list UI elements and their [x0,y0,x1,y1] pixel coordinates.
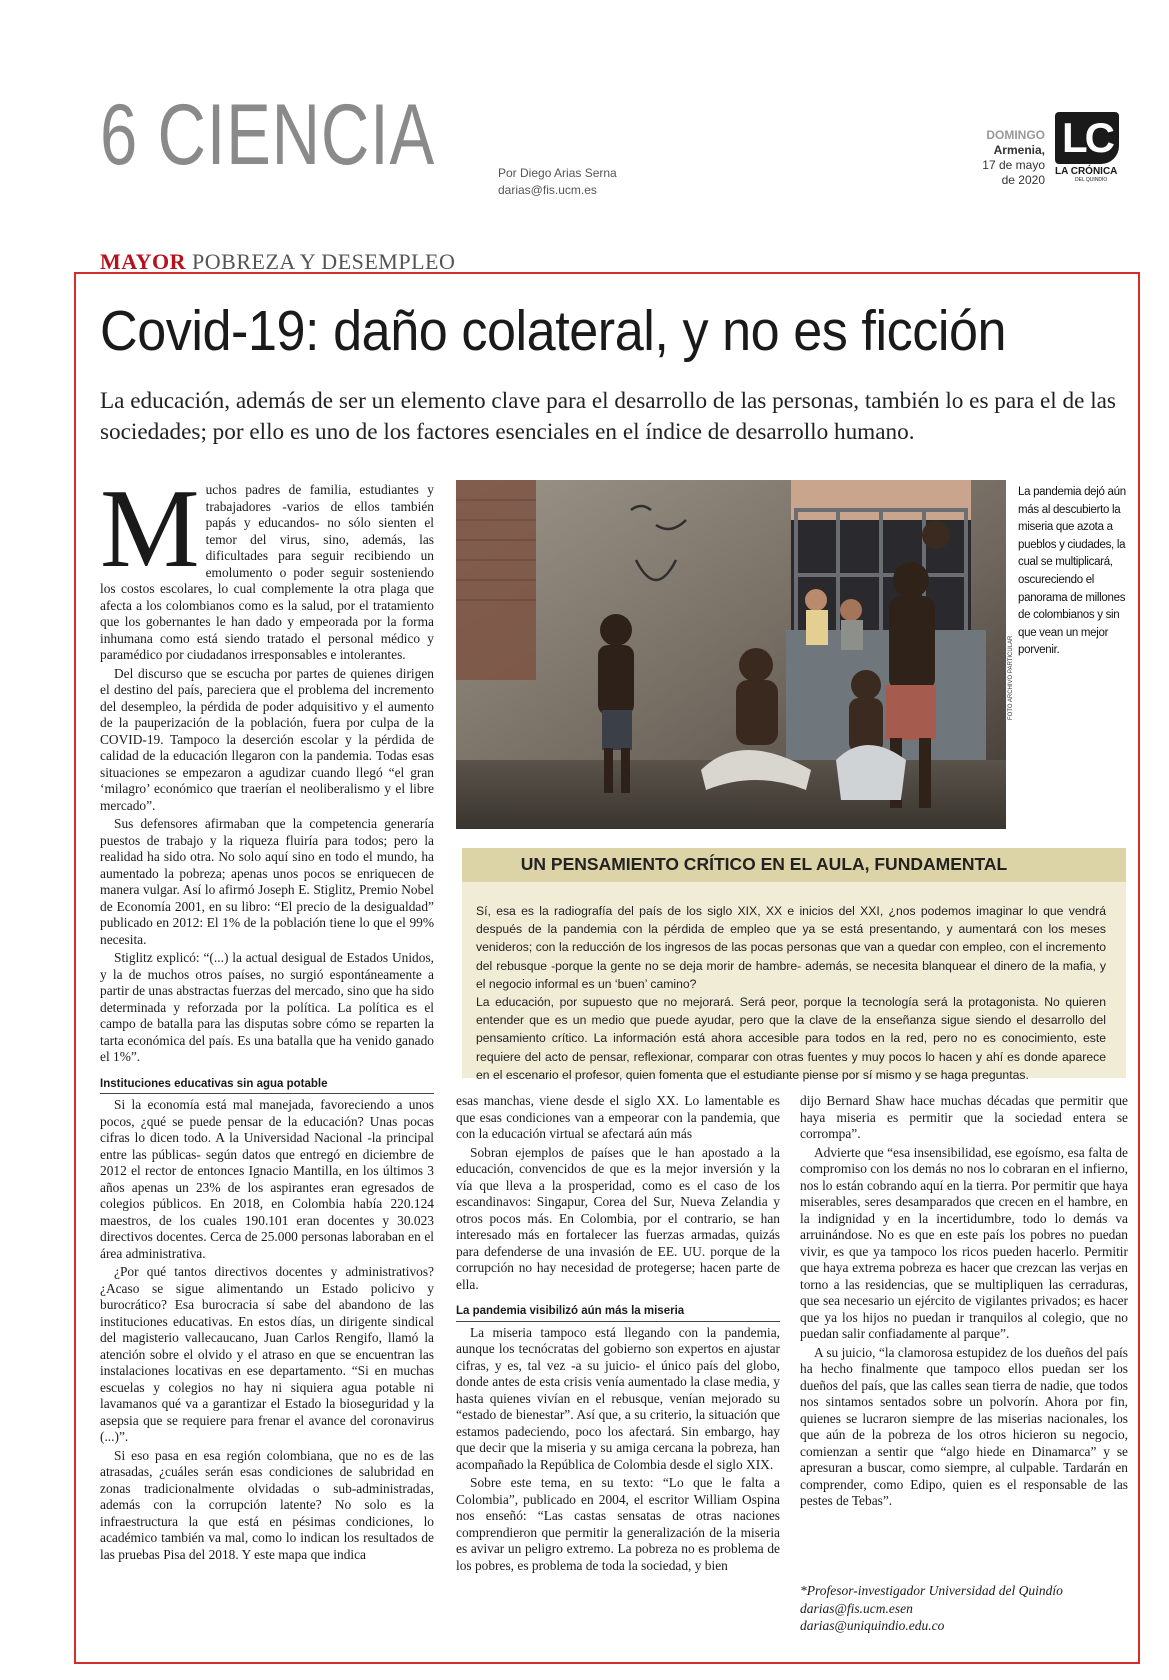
paragraph: Si la economía está mal manejada, favoreciendo a unos pocos, ¿qué se puede pensar de la educación? Unas pocas cifras lo dicen todo. A la Universidad Nacional -la principal entre las públicas- según datos que entregó en diciembre de 2012 el rector de entonces Ignacio Mantilla, en los últimos 3 años apenas un 23% de los aspirantes eran egresados de colegios públicos. En 2018, en Colombia había 220.124 maestros, de los cuales 190.101 eran docentes y 30.023 directivos docentes. Cerca de 25.000 personas laboraban en el área administrativa. [100,1097,434,1261]
column-3 [800,1093,1128,1510]
dateline-date: 17 de mayo [982,158,1045,172]
paragraph: La miseria tampoco está llegando con la pandemia, aunque los tecnócratas del gobierno son expertos en ajustar cifras, y es, tal vez -a su juicio- el único país del globo, donde antes de esta crisis venía aumentado la clase media, y hasta quienes vivían en el rebusque, venían mejorado su “estado de bienestar”. Así que, a su criterio, la situación que estamos padeciendo, poco los afectará. Sin embargo, hay que decir que la miseria y su amiga cercana la pobreza, han acompañado la República de Colombia desde el siglo XIX. [456,1324,780,1472]
headline: Covid-19: daño colateral, y no es ficción [100,299,1007,363]
paragraph: Sobran ejemplos de países que le han apostado a la educación, convencidos de que es la mejor inversión y la vía que lleva a la prosperidad, como es el caso de los escandinavos: Singapur, Corea del Sur, Nueva Zelandia y otros pocos más. En Colombia, por el contrario, se han interesado más en fortalecer las fuerzas armadas, quizás para defenderse de una invasión de EE. UU. porque de la corrupción no hay necesidad de protegerse; hacen parte de ella. [456,1144,780,1292]
byline-name: Por Diego Arias Serna [498,166,617,180]
sidebar-paragraph: La educación, por supuesto que no mejorará. Será peor, porque la tecnología será la protagonista. No quieren entender que es un medio que puede ayudar, pero que la clave de la enseñanza sigue siendo el desarrollo del pensamiento crítico. La información está ahora accesible para todos en la red, pero no es conocimiento, este requiere del acto de pensar, reflexionar, comparar con otras fuentes y muy pocos lo hacen y ahí es donde aparece en el escenario el profesor, quien fomenta que el estudiante piense por sí mismo y se haga preguntas. [476,995,1106,1082]
section-subheading: La pandemia visibilizó aún más la miseria [456,1303,780,1322]
topic-emphasis: MAYOR [100,249,187,274]
paragraph: esas manchas, viene desde el siglo XX. Lo lamentable es que esas condiciones van a empeorar con la pandemia, que con la educación virtual se afectará aún más [456,1093,780,1141]
paragraph: Si eso pasa en esa región colombiana, que no es de las atrasadas, ¿cuáles serán esas condiciones de salubridad en zonas tradicionalmente olvidadas o sub-administradas, además con la corrupción latente? No solo es la infraestructura la que está en pésimas condiciones, lo académico también va mal, como lo indican los resultados de las pruebas Pisa del 2018. Y este mapa que indica [100,1447,434,1562]
paragraph: ¿Por qué tantos directivos docentes y administrativos? ¿Acaso se sigue alimentando un Estado policivo y burocrático? Esa burocracia sí sabe del abandono de las instituciones educativas. En estos días, un dirigente sindical del magisterio vallecaucano, Juan Carlos Rengifo, llamó la atención sobre el olvido y el atraso en que se encuentran las instalaciones locativas en ese departamento. “Si en muchas escuelas y colegios no hay ni siquiera agua potable ni lavamanos qué va a garantizar el Estado la bioseguridad y la asepsia que se requiere para frenar el avance del coronavirus (...)”. [100,1264,434,1444]
paragraph: Muchos padres de familia, estudiantes y trabajadores -varios de ellos también papás y educandos- no sólo sienten el temor del virus, sino, además, las dificultades para seguir recibiendo un emolumento o poder seguir sosteniendo los costos escolares, lo cual complemente la otra plaga que afecta a los colombianos como es la salud, por el tratamiento que los gobernantes le han dado y empeorada por la forma inhumana como está siendo tratado el personal médico y paramédico por ciudadanos irresponsables e intolerantes. [100,467,434,662]
paragraph: Stiglitz explicó: “(...) la actual desigual de Estados Unidos, y la de muchos otros países, no surgió espontáneamente a partir de unas abstractas fuerzas del mercado, sino que ha sido determinada y reforzada por la política. La política es el campo de batalla para las disputas sobre cómo se reparten la tarta económica del país. Es una batalla que ha venido ganado el 1%”. [100,950,434,1064]
paragraph: A su juicio, “la clamorosa estupidez de los dueños del país ha hecho finalmente que tampoco ellos puedan ser los dueños del país, que las calles sean tierra de nadie, que todos nos sintamos sentados sobre un polvorín. Ahora por fin, quienes se lucraron siempre de las miserias nacionales, los que aún de la pobreza de los otros hicieron su negocio, comienzan a sentir que “algo hiede en Dinamarca” y se apresuran a buscar, como siempre, al culpable. Tardarán en comprender, como Edipo, quien es el responsable de las pestes de Tebas”. [800,1344,1128,1508]
paragraph: dijo Bernard Shaw hace muchas décadas que permitir que haya miseria es permitir que la sociedad entera se corrompa”. [800,1093,1128,1141]
author-note [800,1582,1130,1635]
author-role: *Profesor-investigador Universidad del Quindío [800,1583,1063,1598]
newspaper-logo [1055,112,1125,192]
paragraph: Advierte que “esa insensibilidad, ese egoísmo, esa falta de compromiso con los demás no nos lo cobraran en el infierno, nos lo están cobrando aquí en la tierra. Por permitir que haya miserables, seres desamparados que crecen en el hambre, en la indignidad y en la incertidumbre, todo lo demás va arruinándose. No es que en este país los pobres no puedan vivir, es que ya tampoco los ricos pueden hacerlo. Permitir que haya extrema pobreza es hacer que crezcan las verjas en torno a las residencias, que se multipliquen las cerraduras, que sea necesario un ejército de vigilantes privados; es hacer que ya los hijos no puedan ir tranquilos al colegio, que no puedan salir confiadamente al parque”. [800,1144,1128,1341]
sidebar-text [476,902,1106,1084]
byline [498,165,617,199]
paragraph: Sus defensores afirmaban que la competencia generaría puestos de trabajo y la riqueza fluiría para todos; pero la realidad ha sido otra. No solo aquí sino en todo el mundo, ha aumentado la pobreza; apenas unos pocos se enriquecen de manera vulgar. Así lo afirmó Joseph E. Stiglitz, Premio Nobel de Economía 2001, en su libro: “El precio de la desigualdad” publicado en 2012: El 1% de la población tiene lo que el 99% necesita. [100,816,434,947]
author-email[interactable]: darias@fis.ucm.esen [800,1600,913,1616]
dropcap: M [100,467,200,591]
topic-rest: POBREZA Y DESEMPLEO [186,249,456,274]
logo-sub: DEL QUINDÍO [1075,177,1108,183]
byline-email: darias@fis.ucm.es [498,183,597,197]
paragraph: Sobre este tema, en su texto: “Lo que le falta a Colombia”, publicado en 2004, el escritor William Ospina nos enseñó: “Las castas sensatas de otras naciones comprendieron que permitir la generalización de la miseria es avivar un peligro extremo. La pobreza no es problema de los pobres, es problema de toda la sociedad, y bien [456,1475,780,1573]
author-email[interactable]: darias@uniquindio.edu.co [800,1618,945,1633]
article-photo [456,480,1006,829]
logo-mark: LC [1055,112,1119,164]
dateline-city: Armenia, [993,143,1045,157]
column-2 [456,1093,780,1574]
dateline [955,128,1045,188]
logo-name: LA CRÓNICA [1055,166,1118,177]
sidebar-paragraph: Sí, esa es la radiografía del país de los siglo XIX, XX e inicios del XXI, ¿nos podemos imaginar lo que vendrá después de la pandemia con la pérdida de empleo que ya se está presentando, y aumentará con los meses venideros; con la reducción de los ingresos de las pocas personas que van a quedar con empleo, con el incremento del rebusque -porque la gente no se deja morir de hambre- además, se necesita blanquear el dinero de la mafia, y el negocio informal es un ‘buen’ camino? [476,904,1106,991]
section-title: 6 CIENCIA [100,87,436,183]
photo-illustration [456,480,1006,829]
sidebar-title: UN PENSAMIENTO CRÍTICO EN EL AULA, FUNDAMENTAL [520,854,1008,874]
subheadline: La educación, además de ser un elemento clave para el desarrollo de las personas, también lo es para el de las sociedades; por ello es uno de los factores esenciales en el índice de desarrollo humano. [100,388,1116,445]
photo-credit: FOTO ARCHIVO PARTICULAR [1008,635,1014,720]
section-subheading: Instituciones educativas sin agua potable [100,1076,434,1095]
column-1 [100,467,434,1563]
dateline-day: DOMINGO [986,128,1045,142]
paragraph: Del discurso que se escucha por partes de quienes dirigen el destino del país, pareciera que el problema del incremento del desempleo, la pérdida de poder adquisitivo y el aumento de la pauperización de la población, fuera por culpa de la COVID-19. Tampoco la deserción escolar y la pérdida de calidad de la educación llegaron con la pandemia. Todas esas situaciones se empezaron a agudizar cuando llegó “el gran ‘milagro’ económico que traerían el neoliberalismo y el libre mercado”. [100,665,434,813]
photo-caption: La pandemia dejó aún más al descubierto la miseria que azota a pueblos y ciudades, la cual se multiplicará, oscureciendo el panorama de millones de colombianos y sin que vean un mejor porvenir. [1018,486,1126,657]
dateline-year: de 2020 [1001,173,1045,187]
